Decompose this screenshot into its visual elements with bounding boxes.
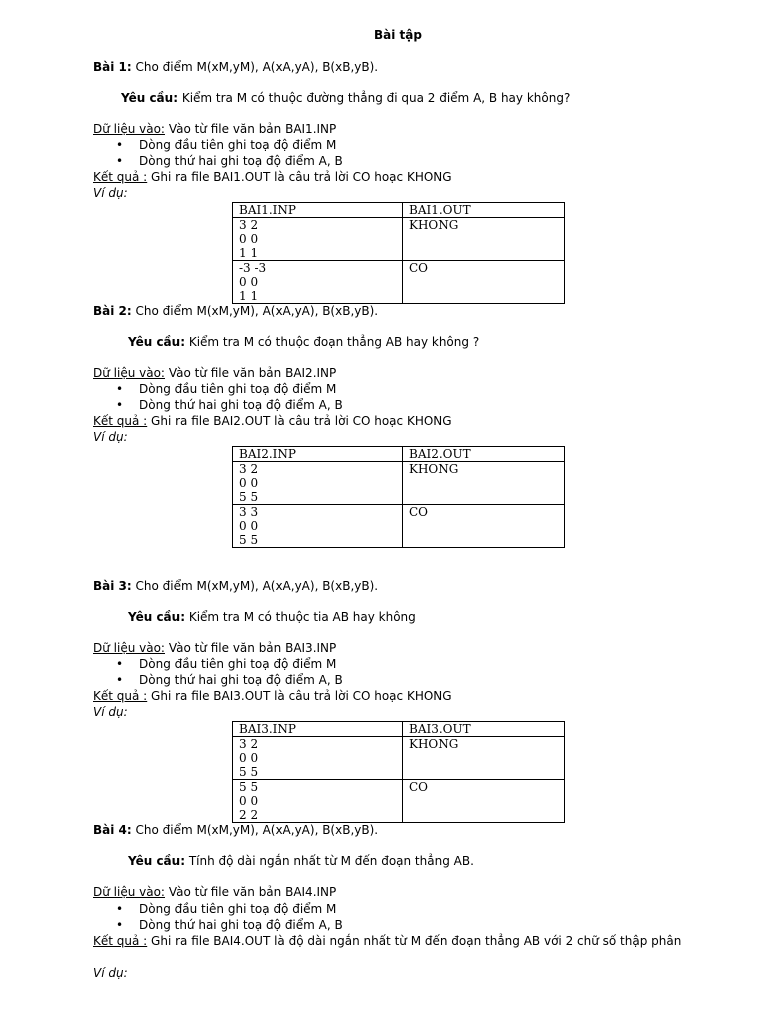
- table-header-row: [233, 447, 565, 462]
- input-label: Dữ liệu vào:: [93, 122, 165, 136]
- list-item: [116, 381, 337, 397]
- bullet-icon: •: [116, 154, 124, 168]
- problem-2-given: Cho điểm M(xM,yM), A(xA,yA), B(xB,yB).: [135, 304, 379, 318]
- cell-line: 5 5: [239, 780, 259, 794]
- problem-3-requirement: [128, 609, 416, 625]
- cell-line: 5 5: [239, 490, 259, 504]
- table-cell-out: KHONG: [403, 462, 565, 505]
- table-header-out: BAI1.OUT: [403, 203, 565, 218]
- table-row: [233, 505, 565, 548]
- table-cell-out: KHONG: [403, 218, 565, 261]
- problem-3-output: [93, 688, 452, 704]
- output-label: Kết quả :: [93, 170, 148, 184]
- cell-line: 0 0: [239, 519, 259, 533]
- cell-line: 3 3: [239, 505, 259, 519]
- table-cell-out: CO: [403, 505, 565, 548]
- problem-1-output: [93, 169, 452, 185]
- output-label: Kết quả :: [93, 414, 148, 428]
- problem-3-heading: Bài 3:: [93, 579, 132, 593]
- bullet-icon: •: [116, 138, 124, 152]
- output-label: Kết quả :: [93, 934, 148, 948]
- table-cell-inp: [233, 218, 403, 261]
- bullet-icon: •: [116, 657, 124, 671]
- cell-line: 5 5: [239, 533, 259, 547]
- output-text: Ghi ra file BAI3.OUT là câu trả lời CO hoạc KHONG: [151, 689, 452, 703]
- table-row: [233, 462, 565, 505]
- cell-line: 3 2: [239, 462, 259, 476]
- bullet-icon: •: [116, 398, 124, 412]
- cell-line: 2 2: [239, 808, 259, 822]
- list-item: [116, 397, 343, 413]
- cell-line: 0 0: [239, 476, 259, 490]
- cell-line: 3 2: [239, 737, 259, 751]
- bullet-icon: •: [116, 918, 124, 932]
- list-item: [116, 672, 343, 688]
- bullet-icon: •: [116, 902, 124, 916]
- problem-1-requirement: [121, 90, 570, 106]
- requirement-text: Kiểm tra M có thuộc tia AB hay không: [188, 610, 416, 624]
- cell-line: 3 2: [239, 218, 259, 232]
- table-cell-inp: [233, 462, 403, 505]
- requirement-label: Yêu cầu:: [128, 335, 185, 349]
- table-cell-out: CO: [403, 261, 565, 304]
- cell-line: -3 -3: [239, 261, 267, 275]
- example-label: Ví dụ:: [93, 705, 128, 719]
- list-item: [116, 917, 343, 933]
- problem-2-heading: Bài 2:: [93, 304, 132, 318]
- input-label: Dữ liệu vào:: [93, 885, 165, 899]
- table-cell-inp: [233, 261, 403, 304]
- table-header-row: [233, 203, 565, 218]
- input-label: Dữ liệu vào:: [93, 366, 165, 380]
- problem-4-requirement: [128, 853, 474, 869]
- problem-1-statement: [93, 59, 378, 75]
- table-cell-out: KHONG: [403, 737, 565, 780]
- cell-line: 1 1: [239, 289, 259, 303]
- output-label: Kết quả :: [93, 689, 148, 703]
- table-header-inp: BAI1.INP: [233, 203, 403, 218]
- list-item-text: Dòng đầu tiên ghi toạ độ điểm M: [139, 138, 337, 152]
- table-header-out: BAI3.OUT: [403, 722, 565, 737]
- list-item: [116, 153, 343, 169]
- requirement-label: Yêu cầu:: [128, 610, 185, 624]
- requirement-label: Yêu cầu:: [128, 854, 185, 868]
- table-cell-inp: [233, 505, 403, 548]
- list-item: [116, 656, 337, 672]
- table-header-inp: BAI2.INP: [233, 447, 403, 462]
- table-row: [233, 780, 565, 823]
- requirement-text: Kiểm tra M có thuộc đoạn thẳng AB hay không ?: [188, 335, 480, 349]
- table-header-row: [233, 722, 565, 737]
- problem-3-given: Cho điểm M(xM,yM), A(xA,yA), B(xB,yB).: [135, 579, 379, 593]
- cell-line: 0 0: [239, 794, 259, 808]
- list-item-text: Dòng thứ hai ghi toạ độ điểm A, B: [139, 918, 343, 932]
- list-item-text: Dòng đầu tiên ghi toạ độ điểm M: [139, 382, 337, 396]
- list-item-text: Dòng thứ hai ghi toạ độ điểm A, B: [139, 673, 343, 687]
- problem-3-statement: [93, 578, 378, 594]
- problem-1-heading: Bài 1:: [93, 60, 132, 74]
- problem-4-heading: Bài 4:: [93, 823, 132, 837]
- problem-4-statement: [93, 822, 378, 838]
- problem-4-output: [93, 933, 681, 949]
- input-text: Vào từ file văn bản BAI4.INP: [168, 885, 337, 899]
- table-header-inp: BAI3.INP: [233, 722, 403, 737]
- example-label: Ví dụ:: [93, 430, 128, 444]
- example-table-1: [232, 202, 565, 304]
- problem-2-input: [93, 365, 336, 381]
- requirement-label: Yêu cầu:: [121, 91, 178, 105]
- example-label: Ví dụ:: [93, 186, 128, 200]
- problem-1-given: Cho điểm M(xM,yM), A(xA,yA), B(xB,yB).: [135, 60, 379, 74]
- output-text: Ghi ra file BAI4.OUT là độ dài ngắn nhất từ M đến đoạn thẳng AB với 2 chữ số thập phân: [151, 934, 682, 948]
- page-title: Bài tập: [374, 28, 422, 42]
- bullet-icon: •: [116, 382, 124, 396]
- output-text: Ghi ra file BAI2.OUT là câu trả lời CO hoạc KHONG: [151, 414, 452, 428]
- problem-2-requirement: [128, 334, 479, 350]
- example-label: Ví dụ:: [93, 966, 128, 980]
- requirement-text: Tính độ dài ngắn nhất từ M đến đoạn thẳng AB.: [188, 854, 474, 868]
- cell-line: 5 5: [239, 765, 259, 779]
- bullet-icon: •: [116, 673, 124, 687]
- input-text: Vào từ file văn bản BAI1.INP: [168, 122, 337, 136]
- cell-line: 0 0: [239, 751, 259, 765]
- table-row: [233, 737, 565, 780]
- problem-4-input: [93, 884, 336, 900]
- input-label: Dữ liệu vào:: [93, 641, 165, 655]
- list-item-text: Dòng thứ hai ghi toạ độ điểm A, B: [139, 154, 343, 168]
- table-header-out: BAI2.OUT: [403, 447, 565, 462]
- problem-1-input: [93, 121, 336, 137]
- table-cell-inp: [233, 780, 403, 823]
- output-text: Ghi ra file BAI1.OUT là câu trả lời CO hoạc KHONG: [151, 170, 452, 184]
- problem-3-input: [93, 640, 336, 656]
- requirement-text: Kiểm tra M có thuộc đường thẳng đi qua 2 điểm A, B hay không?: [181, 91, 571, 105]
- example-table-3: [232, 721, 565, 823]
- table-row: [233, 218, 565, 261]
- list-item-text: Dòng đầu tiên ghi toạ độ điểm M: [139, 902, 337, 916]
- cell-line: 0 0: [239, 232, 259, 246]
- table-row: [233, 261, 565, 304]
- example-table-2: [232, 446, 565, 548]
- problem-4-given: Cho điểm M(xM,yM), A(xA,yA), B(xB,yB).: [135, 823, 379, 837]
- list-item: [116, 137, 337, 153]
- list-item-text: Dòng đầu tiên ghi toạ độ điểm M: [139, 657, 337, 671]
- input-text: Vào từ file văn bản BAI2.INP: [168, 366, 337, 380]
- table-cell-out: CO: [403, 780, 565, 823]
- list-item: [116, 901, 337, 917]
- cell-line: 1 1: [239, 246, 259, 260]
- table-cell-inp: [233, 737, 403, 780]
- problem-2-output: [93, 413, 452, 429]
- list-item-text: Dòng thứ hai ghi toạ độ điểm A, B: [139, 398, 343, 412]
- cell-line: 0 0: [239, 275, 259, 289]
- problem-2-statement: [93, 303, 378, 319]
- input-text: Vào từ file văn bản BAI3.INP: [168, 641, 337, 655]
